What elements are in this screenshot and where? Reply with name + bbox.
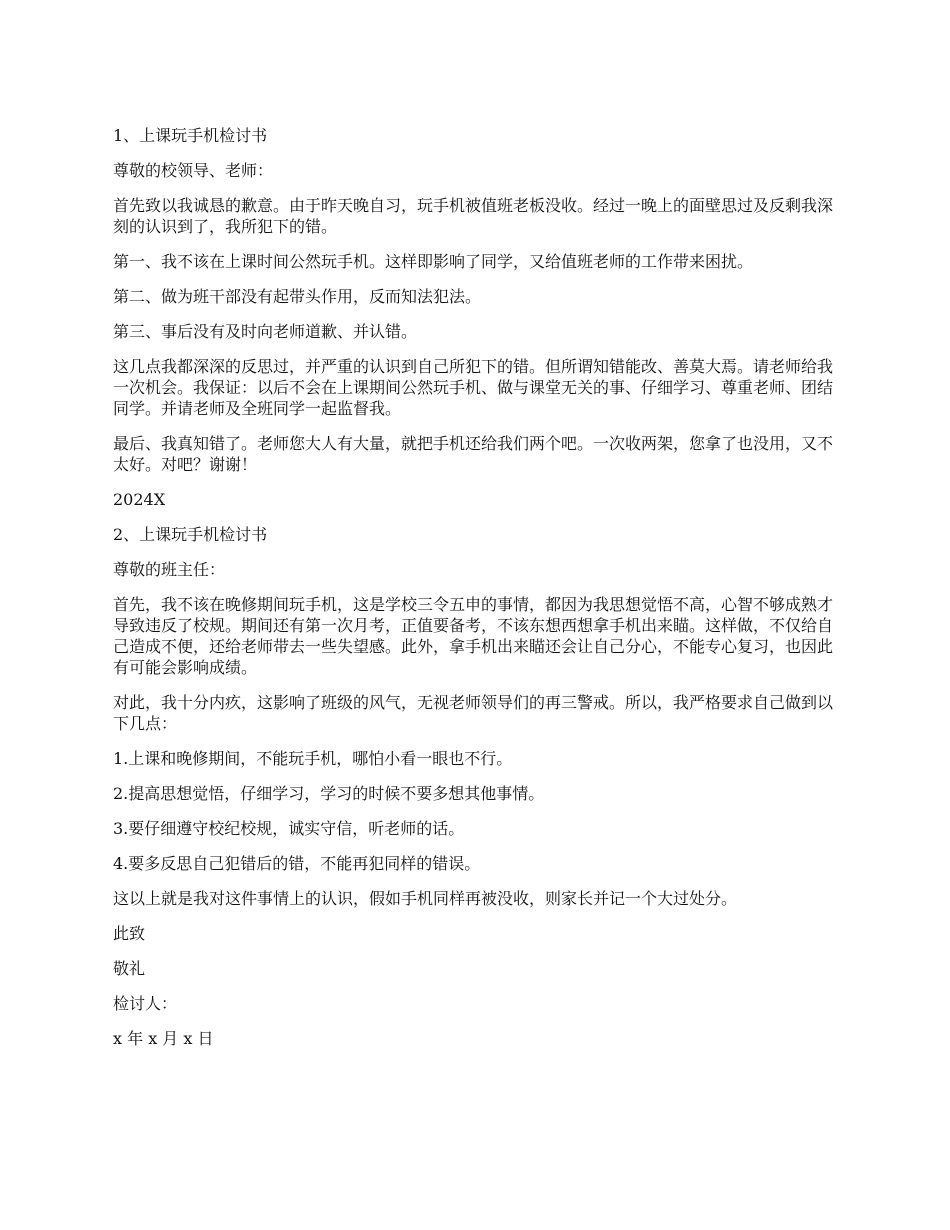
letter-1-paragraph: 第三、事后没有及时向老师道歉、并认错。 (113, 322, 418, 341)
letter-2-paragraph: 对此，我十分内疚，这影响了班级的风气，无视老师领导们的再三警戒。所以，我严格要求自己做到以下几点： (113, 693, 834, 733)
letter-1-paragraph: 这几点我都深深的反思过，并严重的认识到自己所犯下的错。但所谓知错能改、善莫大焉。请老师给我一次机会。我保证：以后不会在上课期间公然玩手机、做与课堂无关的事、仔细学习、尊重老师、团结同学。并请老师及全班同学一起监督我。 (113, 357, 834, 418)
letter-1-paragraph: 第二、做为班干部没有起带头作用，反而知法犯法。 (113, 287, 482, 306)
letter-2-list-item: 1.上课和晚修期间，不能玩手机，哪怕小看一眼也不行。 (113, 749, 513, 768)
letter-2-paragraph: 首先，我不该在晚修期间玩手机，这是学校三令五申的事情，都因为我思想觉悟不高，心智不够成熟才导致违反了校规。期间还有第一次月考，正值要备考，不该东想西想拿手机出来瞄。这样做，不仅给自己造成不便，还给老师带去一些失望感。此外，拿手机出来瞄还会让自己分心，不能专心复习，也因此有可能会影响成绩。 (113, 595, 834, 677)
letter-1-date: 2024X (113, 490, 166, 509)
letter-2-title: 2、上课玩手机检讨书 (113, 525, 268, 544)
letter-1-paragraph: 最后、我真知错了。老师您大人有大量，就把手机还给我们两个吧。一次收两架，您拿了也没用，又不太好。对吧？谢谢！ (113, 434, 834, 474)
letter-1-title: 1、上课玩手机检讨书 (113, 126, 268, 145)
letter-2-sign-off: 此致 (113, 924, 146, 943)
letter-1-paragraph: 第一、我不该在上课时间公然玩手机。这样即影响了同学，又给值班老师的工作带来困扰。 (113, 252, 754, 271)
letter-2-salutation: 尊敬的班主任： (113, 560, 226, 579)
letter-2-signer: 检讨人： (113, 994, 178, 1013)
letter-2-closing: 这以上就是我对这件事情上的认识，假如手机同样再被没收，则家长并记一个大过处分。 (113, 889, 738, 908)
letter-1-salutation: 尊敬的校领导、老师： (113, 161, 274, 180)
letter-2-list-item: 3.要仔细遵守校纪校规，诚实守信，听老师的话。 (113, 819, 465, 838)
letter-2-sign-off: 敬礼 (113, 959, 146, 978)
letter-1-paragraph: 首先致以我诚恳的歉意。由于昨天晚自习，玩手机被值班老板没收。经过一晚上的面壁思过及反剩我深刻的认识到了，我所犯下的错。 (113, 196, 834, 236)
letter-2-list-item: 4.要多反思自己犯错后的错，不能再犯同样的错误。 (113, 854, 481, 873)
document-body (113, 125, 840, 1063)
letter-2-date: x 年 x 月 x 日 (113, 1029, 214, 1048)
letter-2-list-item: 2.提高思想觉悟，仔细学习，学习的时候不要多想其他事情。 (113, 784, 545, 803)
